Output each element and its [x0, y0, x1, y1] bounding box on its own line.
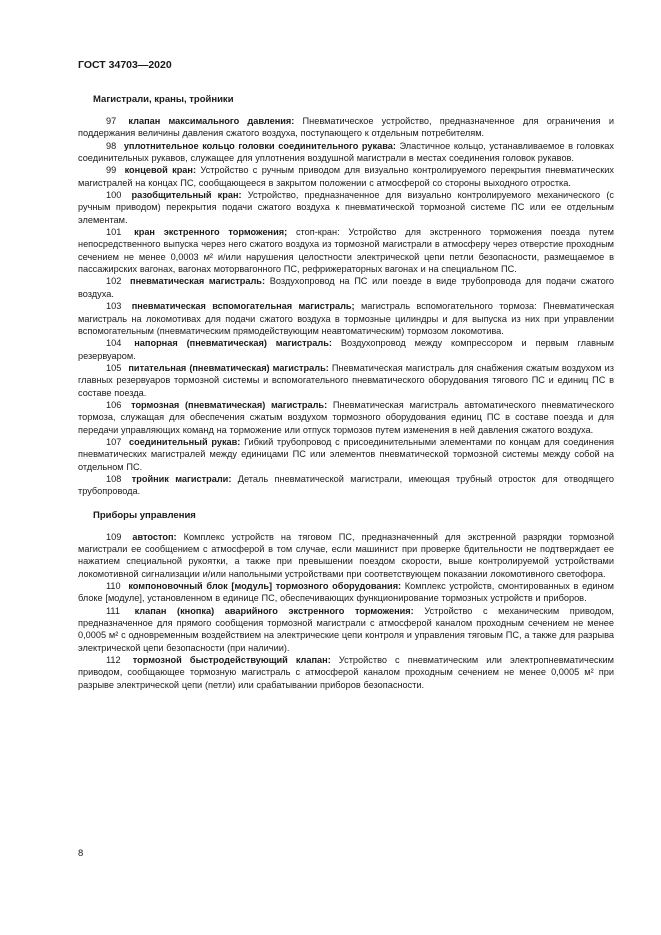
term-entry	[78, 115, 614, 140]
document-body	[78, 93, 614, 691]
entry-number: 98	[106, 140, 117, 151]
entry-term: разобщительный кран:	[131, 190, 242, 201]
entry-definition: Воздухопровод на ПС или поезде в виде трубопровода для подачи сжатого воздуха.	[78, 276, 614, 299]
section-title: Магистрали, краны, тройники	[93, 94, 234, 105]
section	[78, 509, 614, 691]
term-entry	[78, 654, 614, 691]
entry-number: 104	[106, 338, 122, 349]
entry-term: питательная (пневматическая) магистраль:	[128, 362, 329, 373]
term-entry	[78, 399, 614, 436]
entry-term: клапан (кнопка) аварийного экстренного торможения:	[134, 605, 414, 616]
term-entry	[78, 140, 614, 165]
entry-definition: Гибкий трубопровод с присоединительными элементами по концам для соединения пневматических магистралей между единицами ПС или элементов пневматической тормозной системы между собой на отдельном ПС.	[78, 436, 614, 472]
entry-number: 97	[106, 116, 117, 126]
entry-number: 99	[106, 165, 117, 176]
entry-number: 110	[106, 581, 121, 592]
entry-number: 103	[106, 301, 122, 312]
entry-number: 102	[106, 276, 122, 287]
entry-number: 111	[106, 605, 120, 616]
entry-number: 109	[106, 531, 122, 542]
term-entry	[78, 189, 614, 226]
term-entry	[78, 275, 614, 300]
entry-definition: Устройство с механическим приводом, предназначенное для прямого сообщения тормозной магистрали с атмосферой каналом проходным сечением не менее 0,0005 м² с одновременным воздействием на электрические цепи контроля и управления тяговым ПС, а также для разрыва электрической цепи безопасности (при наличии).	[78, 605, 614, 653]
term-entry	[78, 531, 614, 580]
term-entry	[78, 164, 614, 189]
entry-definition: Пневматическое устройство, предназначенное для ограничения и поддержания величины давления сжатого воздуха, поступающего к отдельным потребителям.	[78, 116, 614, 139]
term-entry	[78, 473, 614, 498]
term-entry	[78, 226, 614, 275]
term-entry	[78, 436, 614, 473]
entry-definition: Комплекс устройств на тяговом ПС, предназначенный для экстренной разрядки тормозной магистрали ее сообщением с атмосферой в том случае, если машинист при проверке бдительности не подтверждает ее нажатием специальной рукоятки, а также при превышении поездом скорости, выше контролируемой устройствами локомотивной сигнализации и/или напольными устройствами при соответствующем показании локомотивного светофора.	[78, 531, 614, 579]
entry-term: напорная (пневматическая) магистраль:	[134, 338, 332, 349]
entry-definition: Устройство с ручным приводом для визуально контролируемого перекрытия пневматических магистралей на концах ПС, сообщающееся в закрытом положении с атмосферой со стороны выходного отростка.	[78, 165, 614, 188]
term-entry	[78, 337, 614, 362]
entry-term: уплотнительное кольцо головки соединительного рукава:	[123, 140, 396, 151]
section	[78, 93, 614, 498]
entry-definition: Эластичное кольцо, устанавливаемое в головках соединительных рукавов, служащее для уплотнения воздушной магистрали в местах соединения головок рукавов.	[78, 140, 614, 164]
term-entry	[78, 605, 614, 654]
standard-designation: ГОСТ 34703—2020	[78, 59, 172, 71]
entry-term: кран экстренного торможения;	[134, 227, 288, 238]
entry-term: тормозной быстродействующий клапан:	[132, 655, 331, 666]
term-entry	[78, 362, 614, 399]
section-title: Приборы управления	[93, 509, 196, 521]
entry-definition: Комплекс устройств, смонтированных в едином блоке [модуле], установленном в единице ПС, обеспечивающих функционирование тормозных устройств и приборов.	[78, 581, 614, 604]
page-number: 8	[78, 848, 84, 859]
entry-number: 112	[106, 655, 121, 666]
entry-term: клапан максимального давления:	[128, 116, 295, 126]
term-entry	[78, 300, 614, 337]
entry-term: автостоп:	[132, 531, 177, 542]
entry-definition: Пневматическая магистраль для снабжения сжатым воздухом из главных резервуаров тормозной системы и вспомогательного пневматического оборудования тягового ПС и единиц ПС в составе поезда.	[78, 362, 614, 398]
entry-definition: Деталь пневматической магистрали, имеющая трубный отросток для отводящего трубопровода.	[78, 473, 614, 497]
entry-number: 107	[106, 436, 122, 447]
entry-term: пневматическая вспомогательная магистраль;	[131, 301, 355, 312]
entry-number: 106	[106, 399, 122, 410]
entry-number: 108	[106, 473, 122, 484]
entry-term: тройник магистрали:	[131, 473, 232, 484]
entry-term: соединительный рукав:	[129, 436, 241, 447]
entry-number: 100	[106, 190, 122, 201]
entry-term: компоновочный блок [модуль] тормозного оборудования:	[128, 581, 402, 592]
entry-definition: Устройство с пневматическим или электропневматическим приводом, сообщающее тормозную магистраль с атмосферой каналом проходным сечением не менее 0,0005 м² при разрыве электрической цепи (петли) или срабатывании приборов безопасности.	[78, 655, 614, 690]
entry-definition: Устройство, предназначенное для визуально контролируемого механического (с ручным приводом) перекрытия подачи сжатого воздуха к пневматической тормозной системе ПС или ее отдельным элементам.	[78, 190, 614, 225]
entry-definition: магистраль вспомогательного тормоза: Пневматическая магистраль на локомотивах для подачи сжатого воздуха в тормозные цилиндры и для выпуска из них при управлении вспомогательным (пневматическим прямодействующим неавтоматическим) тормозом локомотива.	[78, 301, 614, 336]
entry-definition: Пневматическая магистраль автоматического пневматического тормоза, служащая для обеспечения сжатым воздухом тормозного оборудования единиц ПС в составе поезда и для передачи управляющих команд на торможение или отпуск тормозов путем изменения в ней давления сжатого воздуха.	[78, 399, 614, 435]
entry-number: 101	[106, 227, 122, 238]
entry-term: концевой кран:	[124, 165, 197, 176]
entry-term: тормозная (пневматическая) магистраль:	[131, 399, 328, 410]
entry-definition: Воздухопровод между компрессором и первым главным резервуаром.	[78, 338, 614, 361]
term-entry	[78, 580, 614, 605]
entry-term: пневматическая магистраль:	[130, 276, 266, 287]
entry-definition: стоп-кран: Устройство для экстренного торможения поезда путем непосредственного выпуска через него сжатого воздуха из тормозной магистрали в атмосферу через отверстие проходным сечением не менее 0,0003 м² и/или нарушения целостности электрической цепи петли безопасности, размещаемое в пассажирских вагонах, вагонах моторвагонного ПС, рефрижераторных вагонах и на специальном ПС.	[78, 227, 614, 275]
entry-number: 105	[106, 362, 122, 373]
